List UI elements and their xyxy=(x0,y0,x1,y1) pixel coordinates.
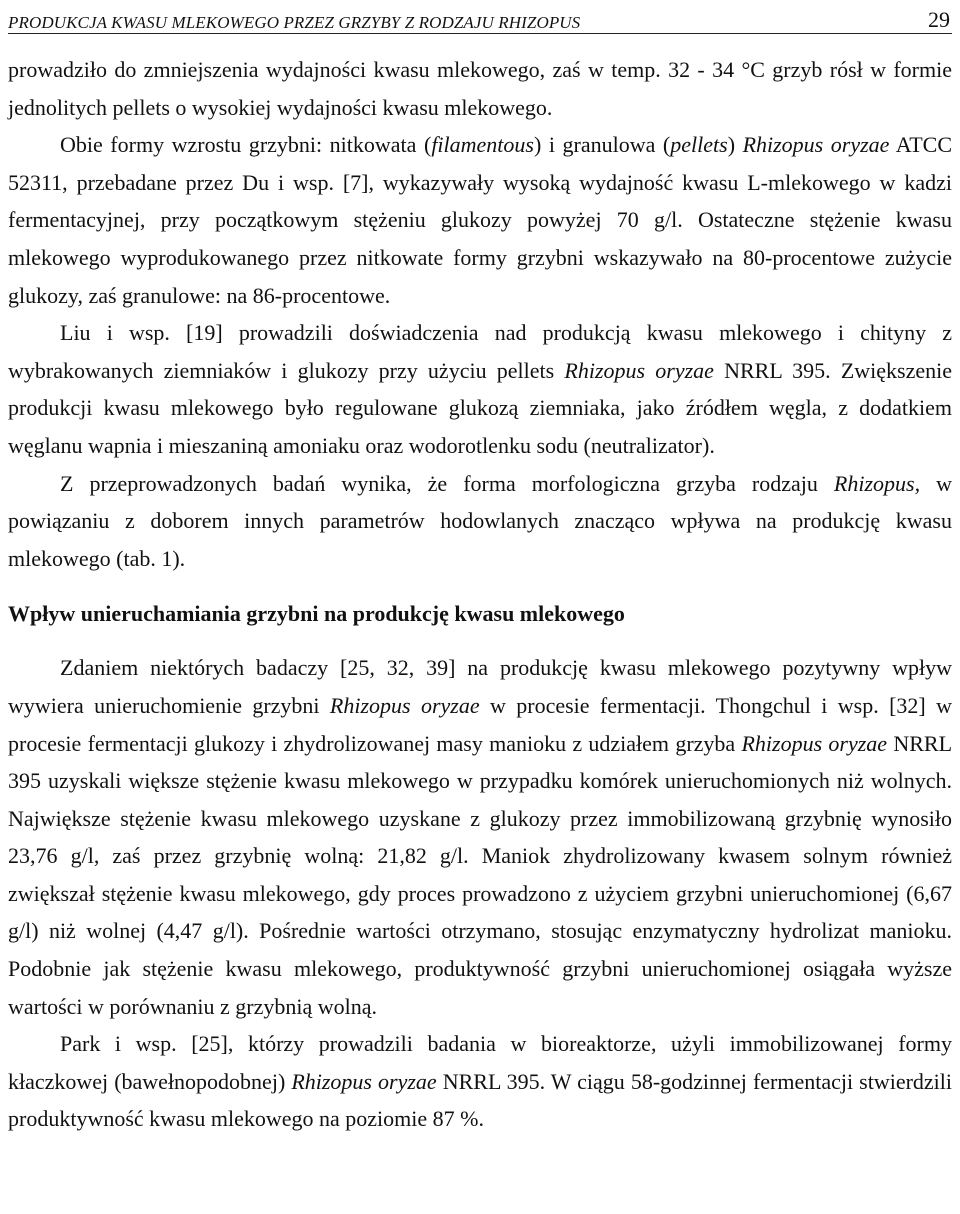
text-run: Zdaniem niektórych badaczy [25, 32, 39] na produkcję kwasu mlekowego pozytywny wpływ wywiera unieruchomienie grzybni xyxy=(8,655,952,718)
text-run: Liu i wsp. [19] prowadzili doświadczenia nad produkcją kwasu mlekowego i chityny z wybrakowanych ziemniaków i glukozy przy użyciu pellets xyxy=(8,320,952,383)
italic-text: Rhizopus, xyxy=(833,470,921,496)
text-run: NRRL 395 uzyskali większe stężenie kwasu mlekowego w przypadku komórek unieruchomionych niż wolnych. Największe stężenie kwasu mlekowego uzyskane z glukozy przez immobilizowaną grzybnię wynosiło 23,76 g/l, zaś przez grzybnię wolną: 21,82 g/l. Maniok zhydrolizowany kwasem solnym również zwiększał stężenie kwasu mlekowego, gdy proces prowadzono z użyciem grzybni unieruchomionej (6,67 g/l) niż wolnej (4,47 g/l). Pośrednie wartości otrzymano, stosując enzymatyczny hydrolizat manioku. Podobnie jak stężenie kwasu mlekowego, produktywność grzybni unieruchomionej osiągała wyższe wartości w porównaniu z grzybnią wolną. xyxy=(8,730,953,1019)
text-run: w procesie fermentacji. Thongchul i wsp. [32] w procesie fermentacji glukozy i zhydrolizowanej masy manioku z udziałem grzyba xyxy=(8,692,952,756)
text-run: NRRL 395. Zwiększenie produkcji kwasu mlekowego było regulowane glukozą ziemniaka, jako źródłem węgla, z dodatkiem węglanu wapnia i mieszaniną amoniaku oraz wodorotlenku sodu (neutralizator). xyxy=(8,357,952,458)
italic-text: Rhizopus oryzae xyxy=(291,1068,437,1094)
text-run: Park i wsp. [25], którzy prowadzili badania w bioreaktorze, użyli immobilizowanej formy kłaczkowej (bawełnopodobnej) xyxy=(8,1031,952,1094)
section-heading: Wpływ unieruchamiania grzybni na produkcję kwasu mlekowego xyxy=(8,601,625,627)
text-run: Z przeprowadzonych badań wynika, że forma morfologiczna grzyba rodzaju xyxy=(60,470,834,496)
paragraph xyxy=(8,51,952,126)
italic-text: filamentous xyxy=(431,132,534,158)
paragraph xyxy=(8,1025,952,1138)
text-run: ) i granulowa ( xyxy=(533,132,671,158)
paragraph xyxy=(8,649,952,1025)
text-run: ) xyxy=(727,132,743,158)
italic-text: Rhizopus oryzae xyxy=(564,357,714,383)
text-run: NRRL 395. W ciągu 58-godzinnej fermentacji stwierdzili produktywność kwasu mlekowego na poziomie 87 %. xyxy=(8,1068,953,1132)
running-title: PRODUKCJA KWASU MLEKOWEGO PRZEZ GRZYBY Z RODZAJU RHIZOPUS xyxy=(8,13,581,32)
page-number: 29 xyxy=(928,7,950,32)
paragraph xyxy=(8,126,952,314)
text-run: w powiązaniu z doborem innych parametrów hodowlanych znacząco wpływa na produkcję kwasu mlekowego (tab. 1). xyxy=(8,470,952,571)
text-run: prowadziło do zmniejszenia wydajności kwasu mlekowego, zaś w temp. 32 - 34 °C grzyb rósł w formie jednolitych pellets o wysokiej wydajności kwasu mlekowego. xyxy=(8,57,952,120)
paragraph xyxy=(8,465,952,578)
body-text xyxy=(8,51,952,1138)
paragraph xyxy=(8,314,952,464)
running-header xyxy=(8,0,952,34)
italic-text: Rhizopus oryzae xyxy=(329,692,480,718)
document-page xyxy=(8,0,952,1138)
italic-text: Rhizopus oryzae xyxy=(742,132,890,158)
italic-text: pellets xyxy=(670,132,728,158)
italic-text: Rhizopus oryzae xyxy=(741,730,888,756)
text-run: ATCC 52311, przebadane przez Du i wsp. [7], wykazywały wysoką wydajność kwasu L-mlekowego w kadzi fermentacyjnej, przy początkowym stężeniu glukozy powyżej 70 g/l. Ostateczne stężenie kwasu mlekowego wyprodukowanego przez nitkowate formy grzybni wskazywało na 80-procentowe zużycie glukozy, zaś granulowe: na 86-procentowe. xyxy=(8,132,953,308)
text-run: Obie formy wzrostu grzybni: nitkowata ( xyxy=(60,132,432,158)
